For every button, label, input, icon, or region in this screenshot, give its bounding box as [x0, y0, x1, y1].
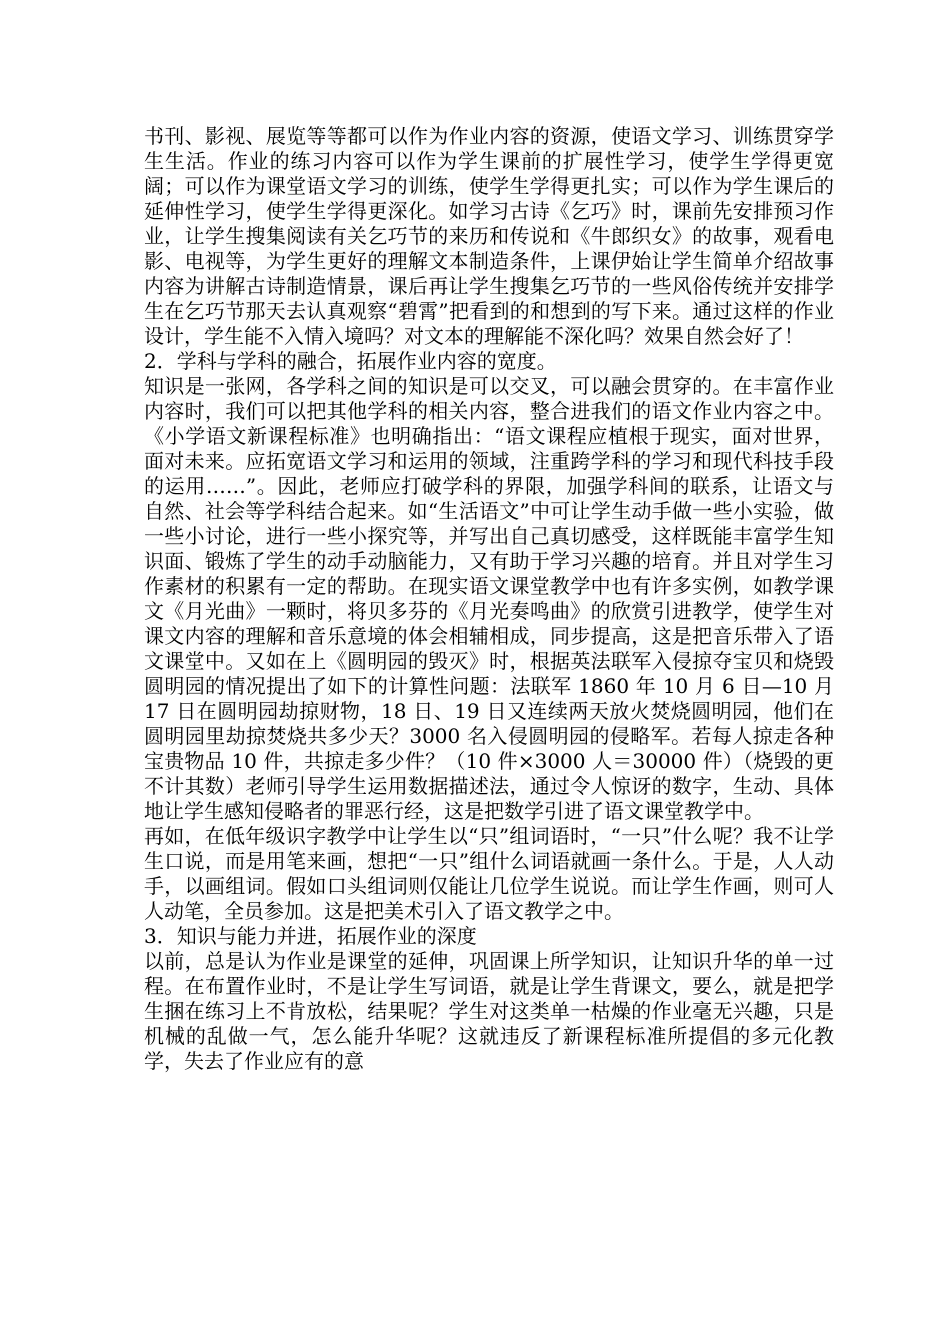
section-heading-3: 3．知识与能力并进，拓展作业的深度 — [144, 924, 477, 948]
paragraph-1: 书刊、影视、展览等等都可以作为作业内容的资源，使语文学习、训练贯穿学生生活。作业的练习内容可以作为学生课前的扩展性学习，使学生学得更宽阔；可以作为课堂语文学习的训练，使学生学得更扎实；可以作为学生课后的延伸性学习，使学生学得更深化。如学习古诗《乞巧》时，课前先安排预习作业，让学生搜集阅读有关乞巧节的来历和传说和《牛郎织女》的故事，观看电影、电视等，为学生更好的理解文本制造条件，上课伊始让学生简单介绍故事内容为讲解古诗制造情景，课后再让学生搜集乞巧节的一些风俗传统并安排学生在乞巧节那天去认真观察“碧霄”把看到的和想到的写下来。通过这样的作业设计，学生能不入情入境吗？对文本的理解能不深化吗？效果自然会好了！ — [144, 124, 834, 348]
paragraph-6: 以前，总是认为作业是课堂的延伸，巩固课上所学知识，让知识升华的单一过程。在布置作业时，不是让学生写词语，就是让学生背课文，要么，就是把学生捆在练习上不肯放松，结果呢？学生对这类单一枯燥的作业毫无兴趣，只是机械的乱做一气，怎么能升华呢？这就违反了新课程标准所提倡的多元化教学，失去了作业应有的意 — [144, 949, 834, 1073]
paragraph-3: 知识是一张网，各学科之间的知识是可以交叉，可以融会贯穿的。在丰富作业内容时，我们可以把其他学科的相关内容，整合进我们的语文作业内容之中。《小学语文新课程标准》也明确指出：“语文课程应植根于现实，面对世界，面对未来。应拓宽语文学习和运用的领域，注重跨学科的学习和现代科技手段的运用……”。因此，老师应打破学科的界限，加强学科间的联系，让语文与自然、社会等学科结合起来。如“生活语文”中可让学生动手做一些小实验，做一些小讨论，进行一些小探究等，并写出自己真切感受，这样既能丰富学生知识面、锻炼了学生的动手动脑能力，又有助于学习兴趣的培育。并且对学生习作素材的积累有一定的帮助。在现实语文课堂教学中也有许多实例，如教学课文《月光曲》一颗时，将贝多芬的《月光奏鸣曲》的欣赏引进教学，使学生对课文内容的理解和音乐意境的体会相辅相成，同步提高，这是把音乐带入了语文课堂中。又如在上《圆明园的毁灭》时，根据英法联军入侵掠夺宝贝和烧毁圆明园的情况提出了如下的计算性问题：法联军 1860 年 10 月 6 日—10 月 17 日在圆明园劫掠财物，18 日、19 日又连续两天放火焚烧圆明园，他们在圆明园里劫掠焚烧共多少天？3000 名入侵圆明园的侵略军。若每人掠走各种宝贵物品 10 件，共掠走多少件？（10 件×3000 人＝30000 件）（烧毁的更不计其数）老师引导学生运用数据描述法，通过令人惊讶的数字，生动、具体地让学生感知侵略者的罪恶行经，这是把数学引进了语文课堂教学中。 — [144, 374, 834, 823]
paragraph-4: 再如，在低年级识字教学中让学生以“只”组词语时，“一只”什么呢？我不让学生口说，而是用笔来画，想把“一只”组什么词语就画一条什么。于是，人人动手，以画组词。假如口头组词则仅能让几位学生说说。而让学生作画，则可人人动笔，全员参加。这是把美术引入了语文教学之中。 — [144, 824, 834, 923]
document-page — [144, 124, 834, 1074]
section-heading-2: 2．学科与学科的融合，拓展作业内容的宽度。 — [144, 349, 557, 373]
